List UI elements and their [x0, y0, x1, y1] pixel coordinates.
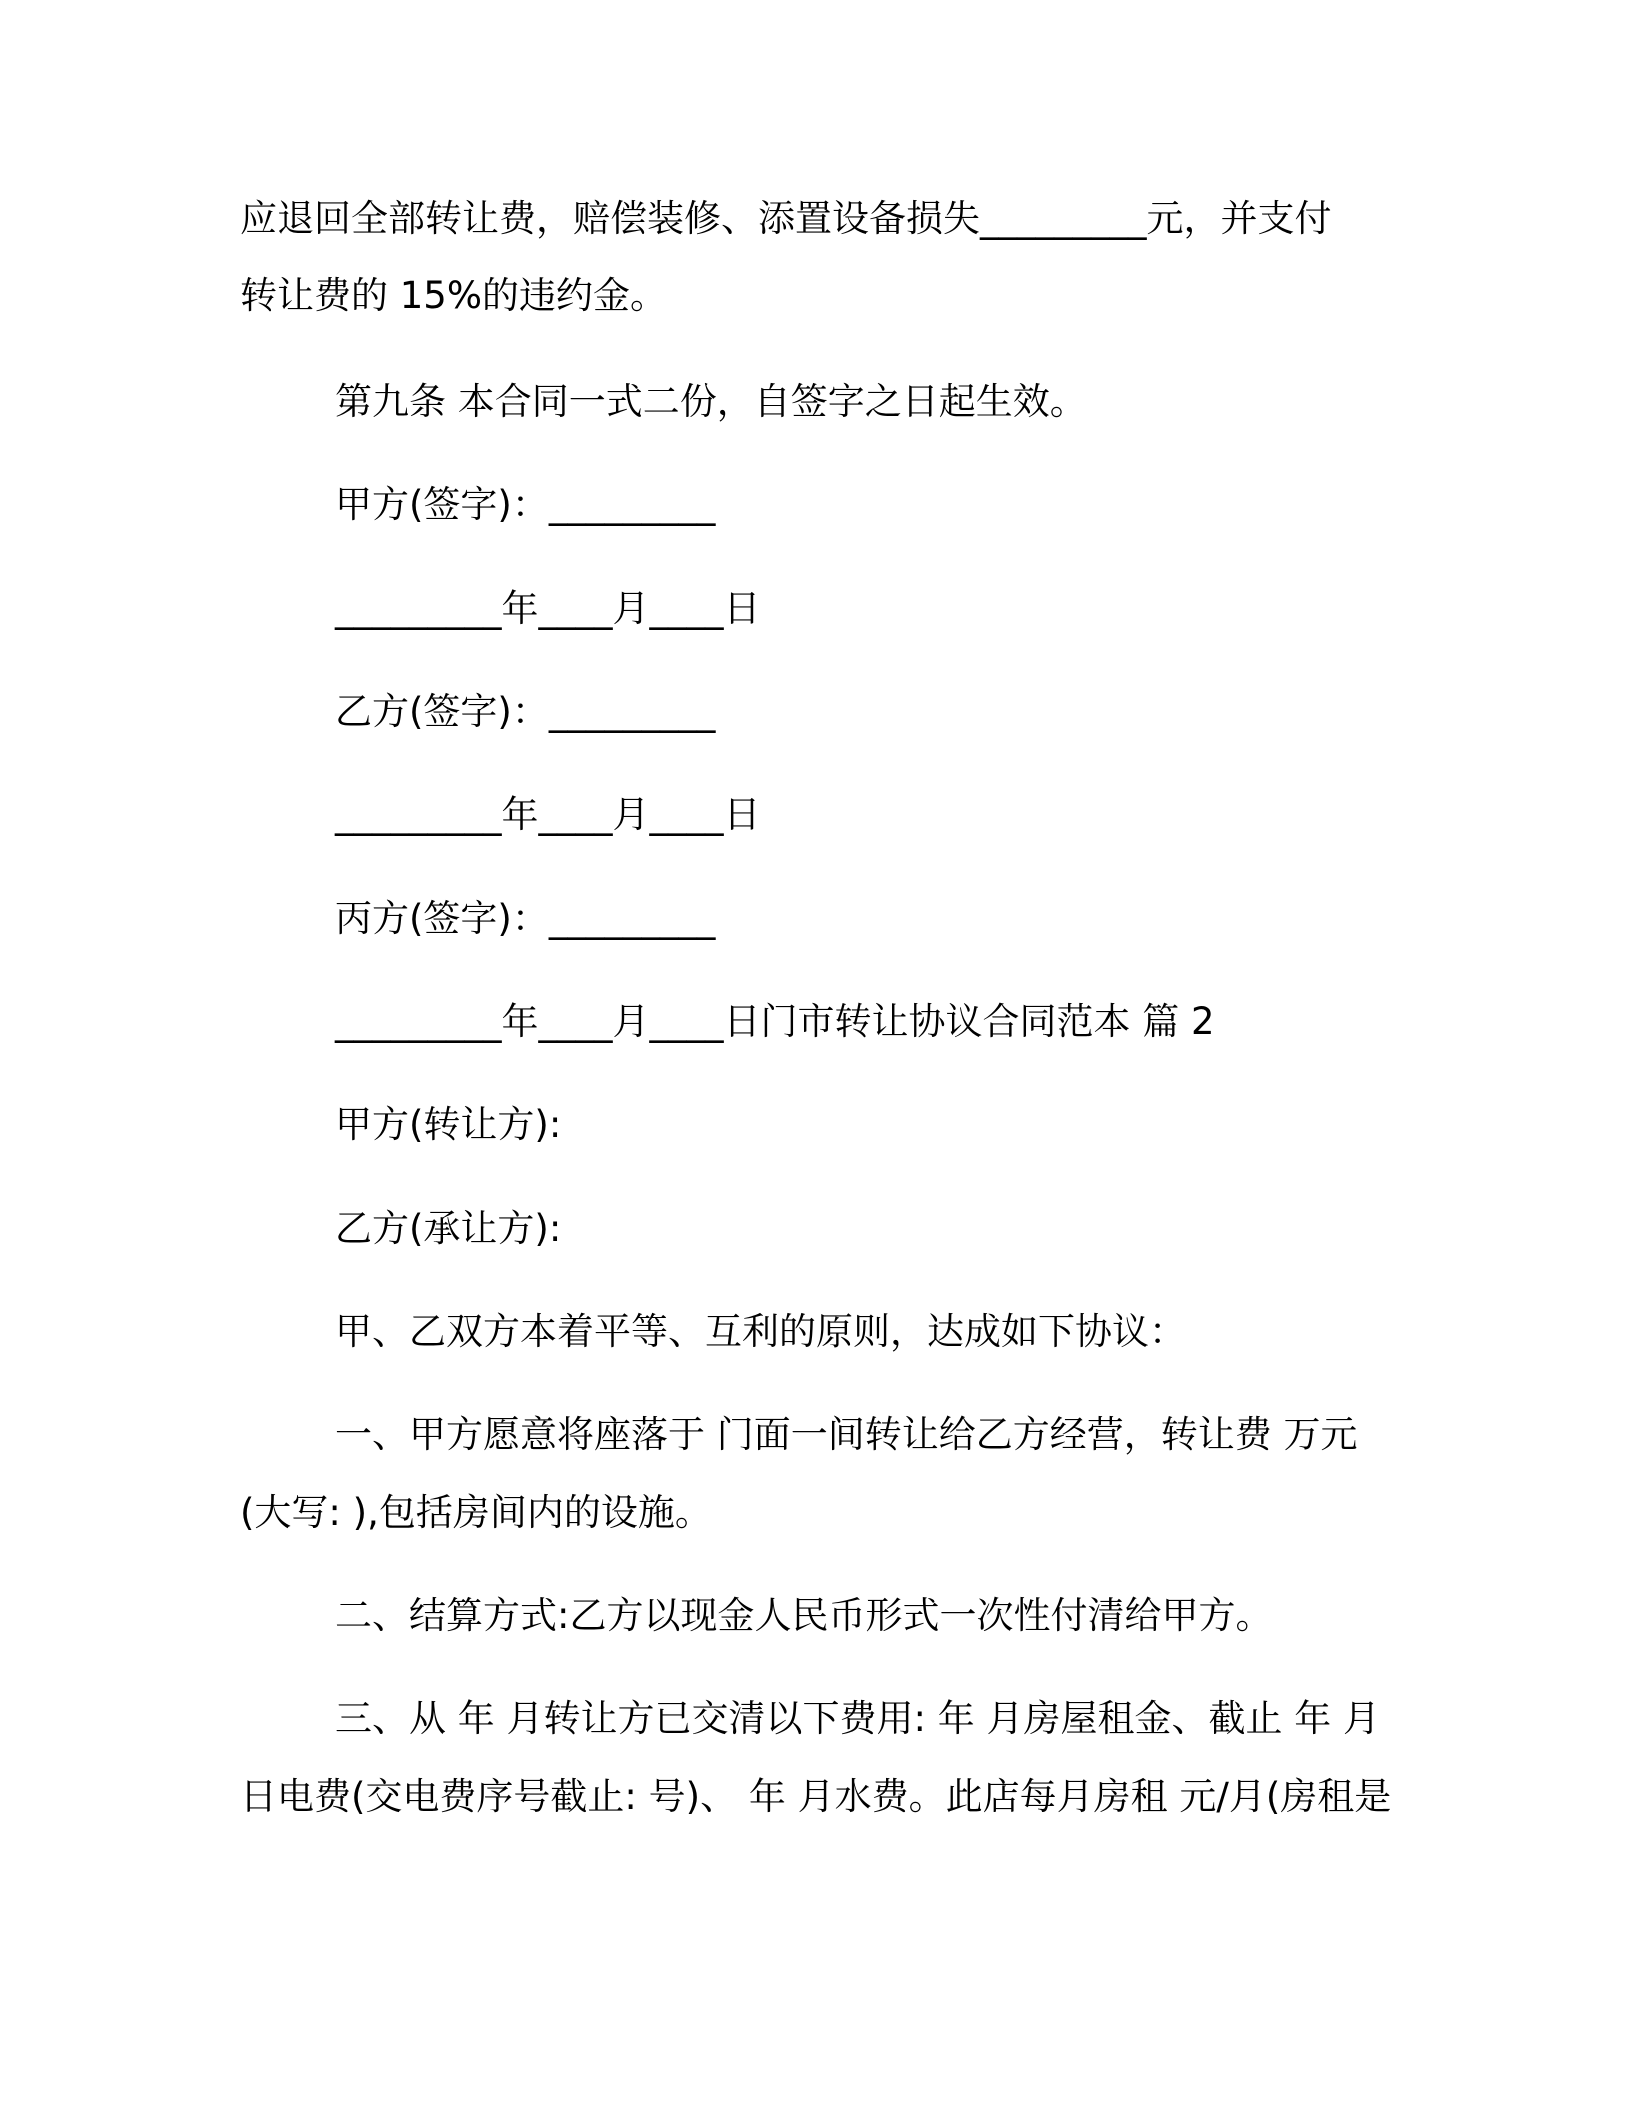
- clause-continuation-line-1: 应退回全部转让费，赔偿装修、添置设备损失_________元，并支付: [240, 197, 1332, 240]
- clause-two: 二、结算方式:乙方以现金人民币形式一次性付清给甲方。: [335, 1594, 1273, 1637]
- clause-continuation-line-2: 转让费的 15%的违约金。: [240, 274, 667, 317]
- party-b-signature: 乙方(签字)：_________: [335, 690, 716, 733]
- party-c-date-and-section-title: _________年____月____日门市转让协议合同范本 篇 2: [335, 1000, 1215, 1043]
- article-nine: 第九条 本合同一式二份，自签字之日起生效。: [335, 380, 1087, 423]
- party-a-date: _________年____月____日: [335, 587, 761, 630]
- clause-one-line-1: 一、甲方愿意将座落于 门面一间转让给乙方经营，转让费 万元: [335, 1413, 1358, 1456]
- party-b-transferee: 乙方(承让方):: [335, 1207, 562, 1250]
- party-a-signature: 甲方(签字)：_________: [335, 483, 716, 526]
- party-c-signature: 丙方(签字)：_________: [335, 897, 716, 940]
- party-b-date: _________年____月____日: [335, 793, 761, 836]
- clause-one-line-2: (大写: ),包括房间内的设施。: [240, 1491, 712, 1534]
- clause-three-line-2: 日电费(交电费序号截止: 号)、 年 月水费。此店每月房租 元/月(房租是: [240, 1775, 1392, 1818]
- party-a-transferor: 甲方(转让方):: [335, 1103, 562, 1146]
- clause-three-line-1: 三、从 年 月转让方已交清以下费用: 年 月房屋租金、截止 年 月: [335, 1697, 1381, 1740]
- agreement-preamble: 甲、乙双方本着平等、互利的原则，达成如下协议：: [335, 1310, 1186, 1353]
